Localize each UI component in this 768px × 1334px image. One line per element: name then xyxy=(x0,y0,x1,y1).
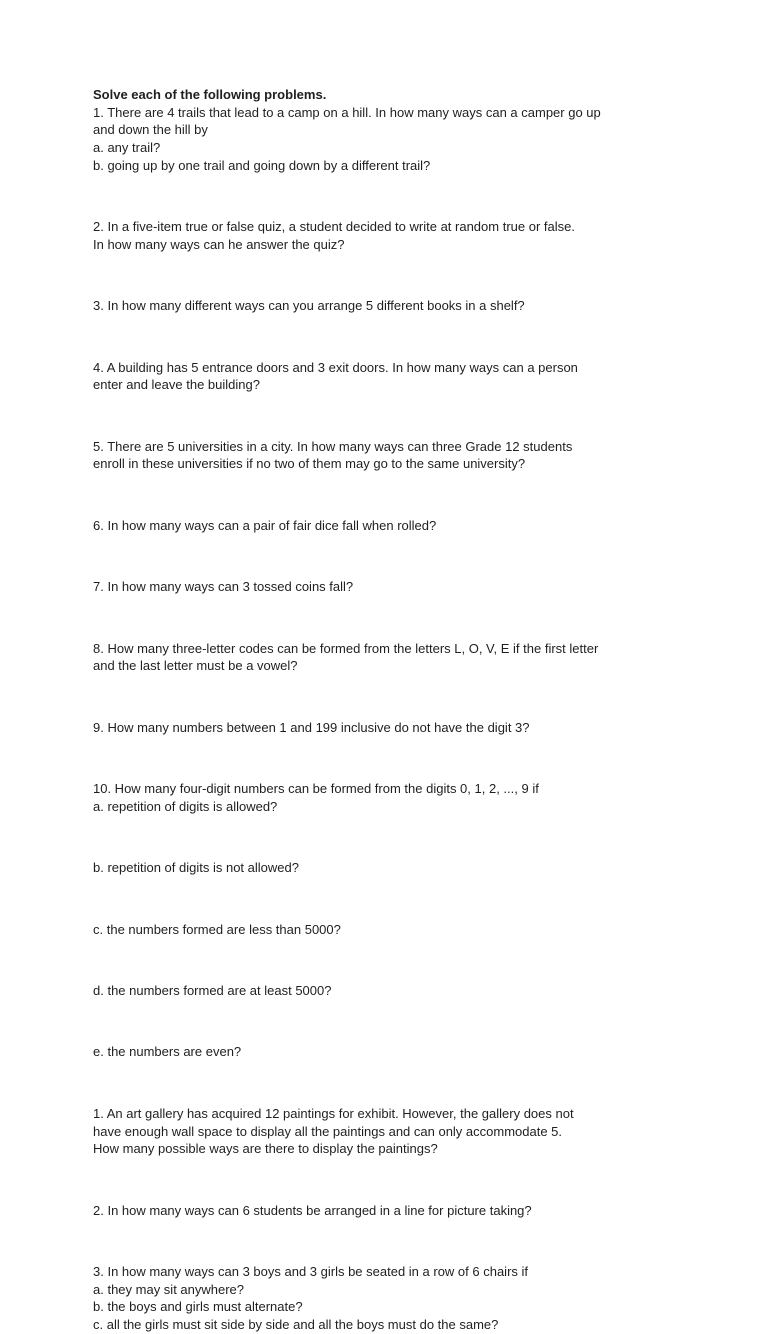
text-line: 8. How many three-letter codes can be formed from the letters L, O, V, E if the first letter xyxy=(93,640,599,656)
text-line: d. the numbers formed are at least 5000? xyxy=(93,983,332,999)
blank-line xyxy=(93,749,733,767)
text-line: a. repetition of digits is allowed? xyxy=(93,798,278,814)
problem-list xyxy=(93,104,733,1334)
text-line: b. the boys and girls must alternate? xyxy=(93,1299,303,1315)
text-line: 3. In how many ways can 3 boys and 3 girls be seated in a row of 6 chairs if xyxy=(93,1263,529,1279)
blank-line xyxy=(93,267,733,285)
text-line: have enough wall space to display all the paintings and can only accommodate 5. xyxy=(93,1123,563,1139)
text-line: a. any trail? xyxy=(93,140,161,156)
blank-line xyxy=(93,1171,733,1189)
blank-line xyxy=(93,1074,733,1092)
text-line: In how many ways can he answer the quiz? xyxy=(93,236,345,252)
text-line: 10. How many four-digit numbers can be formed from the digits 0, 1, 2, ..., 9 if xyxy=(93,781,539,797)
text-line: enter and leave the building? xyxy=(93,377,260,393)
text-line: 4. A building has 5 entrance doors and 3 exit doors. In how many ways can a person xyxy=(93,359,578,375)
text-line: 2. In how many ways can 6 students be arranged in a line for picture taking? xyxy=(93,1202,532,1218)
blank-line xyxy=(93,688,733,706)
text-line: 6. In how many ways can a pair of fair dice fall when rolled? xyxy=(93,517,437,533)
blank-line xyxy=(93,548,733,566)
text-line: 1. An art gallery has acquired 12 paintings for exhibit. However, the gallery does not xyxy=(93,1105,574,1121)
text-line: a. they may sit anywhere? xyxy=(93,1281,245,1297)
blank-line xyxy=(93,1013,733,1031)
blank-line xyxy=(93,609,733,627)
text-line: b. repetition of digits is not allowed? xyxy=(93,860,299,876)
blank-line xyxy=(93,829,733,847)
blank-line xyxy=(93,951,733,969)
text-line: and the last letter must be a vowel? xyxy=(93,658,298,674)
text-line: and down the hill by xyxy=(93,122,208,138)
text-line: c. the numbers formed are less than 5000? xyxy=(93,921,341,937)
text-line: 7. In how many ways can 3 tossed coins fall? xyxy=(93,579,354,595)
text-line: How many possible ways are there to display the paintings? xyxy=(93,1141,438,1157)
text-line: 5. There are 5 universities in a city. In how many ways can three Grade 12 students xyxy=(93,438,573,454)
text-line: 9. How many numbers between 1 and 199 inclusive do not have the digit 3? xyxy=(93,719,530,735)
text-line: c. all the girls must sit side by side and all the boys must do the same? xyxy=(93,1317,499,1333)
blank-line xyxy=(93,486,733,504)
problem-set xyxy=(93,86,733,1334)
text-line: b. going up by one trail and going down by a different trail? xyxy=(93,157,431,173)
blank-line xyxy=(93,188,733,206)
blank-line xyxy=(93,1232,733,1250)
text-line: 2. In a five-item true or false quiz, a student decided to write at random true or false. xyxy=(93,219,575,235)
page-heading: Solve each of the following problems. xyxy=(93,87,327,102)
blank-line xyxy=(93,407,733,425)
text-line: e. the numbers are even? xyxy=(93,1044,242,1060)
text-line: 1. There are 4 trails that lead to a camp on a hill. In how many ways can a camper go up xyxy=(93,104,601,120)
text-line: 3. In how many different ways can you arrange 5 different books in a shelf? xyxy=(93,298,525,314)
text-line: enroll in these universities if no two of them may go to the same university? xyxy=(93,456,526,472)
blank-line xyxy=(93,890,733,908)
blank-line xyxy=(93,328,733,346)
